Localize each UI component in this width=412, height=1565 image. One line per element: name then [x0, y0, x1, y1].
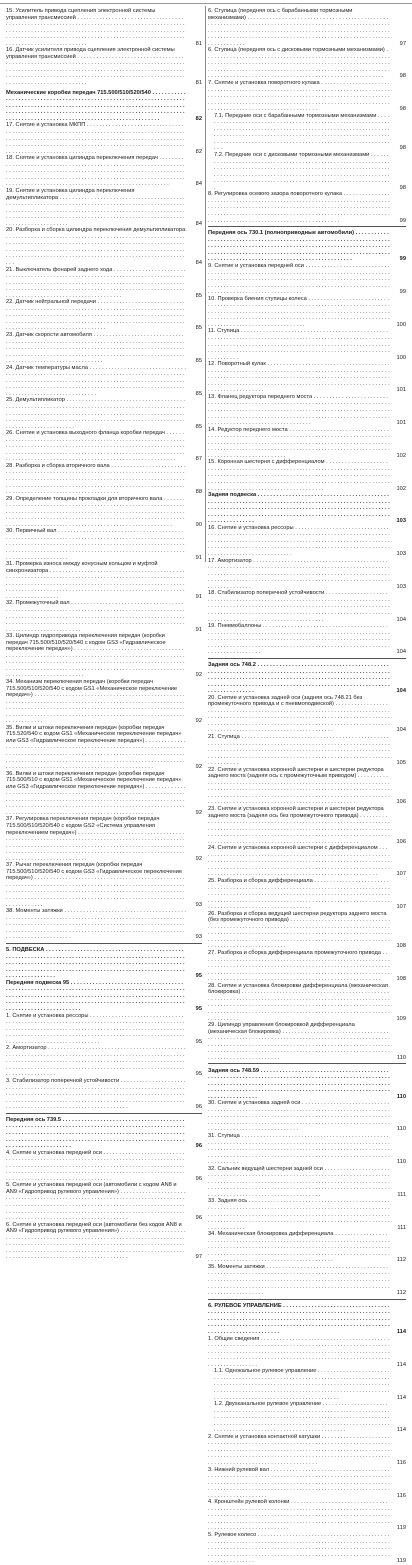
- toc-entry-page: 87: [195, 456, 202, 463]
- toc-entry-page: 99: [399, 217, 406, 224]
- toc-entry[interactable]: [208, 1434, 406, 1467]
- toc-entry-page: 97: [399, 40, 406, 47]
- toc-entry[interactable]: [208, 152, 406, 191]
- toc-entry-page: 119: [396, 1525, 406, 1532]
- toc-entry[interactable]: [208, 394, 406, 427]
- toc-entry-page: 98: [399, 145, 406, 152]
- toc-entry[interactable]: [6, 725, 202, 771]
- toc-entry-title: 28. Снятие и установка блокировки дифференциала (механическая блокировка) . . .: [208, 983, 406, 1022]
- toc-entry[interactable]: [208, 911, 406, 950]
- toc-entry-title: 18. Стабилизатор поперечной устойчивости . . .: [208, 590, 406, 623]
- toc-section-heading[interactable]: [6, 947, 202, 980]
- toc-entry[interactable]: [208, 878, 406, 911]
- toc-entry-page: 92: [195, 764, 202, 771]
- toc-entry-title: 2. Снятие и установка контактной катушки . . .: [208, 1434, 406, 1467]
- toc-entry[interactable]: [208, 1100, 406, 1133]
- toc-entry[interactable]: [6, 1222, 202, 1261]
- toc-entry[interactable]: [208, 845, 406, 878]
- toc-entry[interactable]: [6, 1078, 202, 1111]
- toc-entry[interactable]: [6, 8, 202, 47]
- toc-entry-title: 25. Разборка и сборка дифференциала . . .: [208, 878, 406, 911]
- toc-entry[interactable]: [6, 528, 202, 561]
- toc-entry[interactable]: [6, 463, 202, 496]
- toc-entry-page: 81: [195, 80, 202, 87]
- toc-entry-page: 108: [396, 976, 406, 983]
- toc-entry-page: 85: [195, 423, 202, 430]
- toc-entry[interactable]: [6, 1182, 202, 1221]
- toc-entry-title: 11. Ступица . . .: [208, 328, 406, 361]
- toc-entry-title: 1. Снятие и установка рессоры . . .: [6, 1013, 202, 1046]
- toc-entry[interactable]: [208, 767, 406, 806]
- toc-entry[interactable]: [6, 299, 202, 332]
- toc-entry-title: 16. Датчик усилителя привода сцепления электронной системы управления трансмиссией . . .: [6, 47, 202, 86]
- toc-entry-title: 10. Проверка биения ступицы колеса . . .: [208, 296, 406, 329]
- toc-entry[interactable]: [208, 806, 406, 845]
- toc-entry[interactable]: [6, 1150, 202, 1183]
- toc-entry-page: 88: [195, 489, 202, 496]
- toc-entry[interactable]: [208, 1401, 406, 1434]
- toc-entry-page: 102: [396, 452, 406, 459]
- toc-entry-page: 103: [396, 518, 406, 525]
- toc-section-heading[interactable]: [208, 1303, 406, 1336]
- toc-entry-title: 27. Разборка и сборка дифференциала промежуточного привода . . .: [208, 950, 406, 983]
- toc-entry-page: 105: [396, 760, 406, 767]
- toc-entry[interactable]: [208, 590, 406, 623]
- toc-entry-title: 31. Ступица . . .: [208, 1133, 406, 1166]
- toc-entry-page: 101: [396, 387, 406, 394]
- toc-entry-title: 12. Поворотный кулак . . .: [208, 361, 406, 394]
- toc-entry-title: 1.2. Двухканальное рулевое управление . . .: [214, 1401, 406, 1434]
- toc-entry-title: 20. Снятие и установка задней оси (задняя ось 748.21 без промежуточного привода и с пневмоподвеской) . . .: [208, 695, 406, 734]
- toc-entry[interactable]: [6, 496, 202, 529]
- toc-entry-page: 110: [396, 1093, 406, 1100]
- toc-entry-page: 116: [396, 1492, 406, 1499]
- toc-entry[interactable]: [6, 679, 202, 725]
- toc-entry-title: 24. Снятие и установка коронной шестерни с дифференциалом . . .: [208, 845, 406, 878]
- toc-entry-title: 4. Кронштейн рулевой колонки . . .: [208, 1499, 406, 1532]
- toc-entry-title: 17. Амортизатор . . .: [208, 558, 406, 591]
- toc-entry-page: 104: [396, 688, 406, 695]
- toc-entry-page: 93: [195, 934, 202, 941]
- toc-entry-page: 104: [396, 649, 406, 656]
- toc-entry[interactable]: [208, 623, 406, 656]
- toc-entry-title: Задняя ось 748.59 . . .: [208, 1068, 406, 1101]
- toc-entry-page: 103: [396, 583, 406, 590]
- toc-entry-title: 22. Датчик нейтральной передачи . . .: [6, 299, 202, 332]
- toc-entry-page: 100: [396, 321, 406, 328]
- toc-entry[interactable]: [208, 427, 406, 460]
- toc-entry-page: 119: [396, 1558, 406, 1565]
- toc-entry[interactable]: [208, 8, 406, 47]
- toc-entry-title: 6. Снятие и установка передней оси (автомобили без кодов AN8 и AN9 «Гидропривод рулевого управления») . . .: [6, 1222, 202, 1261]
- toc-entry-page: 100: [396, 354, 406, 361]
- toc-entry-title: 22. Снятие и установка коронной шестерни и шестерни редуктора заднего моста (задняя ось с промежуточным приводом) . . .: [208, 767, 406, 806]
- toc-entry-title: 17. Снятие и установка МКПП . . .: [6, 122, 202, 155]
- toc-entry-page: 85: [195, 325, 202, 332]
- toc-entry-page: 91: [195, 593, 202, 600]
- toc-entry[interactable]: [208, 558, 406, 591]
- toc-entry[interactable]: [6, 267, 202, 300]
- toc-entry-page: 95: [195, 1005, 202, 1012]
- toc-entry-title: 1. Общие сведения . . .: [208, 1336, 406, 1369]
- toc-entry-title: 4. Снятие и установка передней оси . . .: [6, 1150, 202, 1183]
- toc-entry[interactable]: [208, 296, 406, 329]
- toc-entry-page: 85: [195, 390, 202, 397]
- toc-entry-title: 23. Датчик скорости автомобиля . . .: [6, 332, 202, 365]
- toc-entry[interactable]: [208, 983, 406, 1022]
- toc-entry-page: 109: [396, 1015, 406, 1022]
- toc-entry-page: 82: [195, 148, 202, 155]
- toc-entry-page: 92: [195, 809, 202, 816]
- toc-entry-page: 91: [195, 626, 202, 633]
- toc-entry-page: 96: [195, 1175, 202, 1182]
- toc-entry-title: 13. Фланец редуктора переднего моста . . .: [208, 394, 406, 427]
- toc-entry-page: 96: [195, 1143, 202, 1150]
- toc-entry[interactable]: [208, 263, 406, 296]
- section-separator: [208, 1063, 406, 1064]
- section-separator: [6, 943, 202, 944]
- toc-entry-page: 101: [396, 420, 406, 427]
- toc-entry-page: 97: [195, 1254, 202, 1261]
- toc-entry[interactable]: [208, 1336, 406, 1369]
- toc-entry[interactable]: [208, 1467, 406, 1500]
- toc-entry-title: 34. Механическая блокировка дифференциала . . .: [208, 1231, 406, 1264]
- toc-entry-title: 31. Промерка износа между конусным кольцом и муфтой синхронизатора . . .: [6, 561, 202, 600]
- toc-entry[interactable]: [208, 1368, 406, 1401]
- toc-entry-page: 114: [396, 1394, 406, 1401]
- toc-entry-page: 92: [195, 855, 202, 862]
- toc-entry[interactable]: [208, 1022, 406, 1061]
- toc-entry-title: 9. Снятие и установка передней оси . . .: [208, 263, 406, 296]
- toc-entry-title: 37. Регулировка переключения передач (коробки передач 715.500/510/520/540 с кодом GS2 «Система управления переключением передач») . . .: [6, 816, 202, 862]
- toc-entry-title: 2. Амортизатор . . .: [6, 1045, 202, 1078]
- toc-entry[interactable]: [208, 695, 406, 734]
- section-separator: [6, 1113, 202, 1114]
- toc-section-heading[interactable]: [208, 1068, 406, 1101]
- toc-entry[interactable]: [208, 1133, 406, 1166]
- toc-entry-title: 26. Снятие и установка выходного фланца коробки передач . . .: [6, 430, 202, 463]
- toc-entry-title: 33. Задняя ось . . .: [208, 1198, 406, 1231]
- toc-entry[interactable]: [6, 633, 202, 679]
- toc-entry-title: 26. Разборка и сборка ведущей шестерни редуктора заднего моста (без промежуточного привода) . . .: [208, 911, 406, 950]
- toc-entry-page: 110: [396, 1054, 406, 1061]
- toc-entry-page: 96: [195, 1104, 202, 1111]
- toc-entry[interactable]: [208, 1532, 406, 1565]
- toc-entry-page: 102: [396, 485, 406, 492]
- toc-entry[interactable]: [6, 188, 202, 227]
- toc-entry[interactable]: [208, 191, 406, 224]
- toc-entry-page: 84: [195, 259, 202, 266]
- toc-entry-page: 98: [399, 184, 406, 191]
- toc-entry-title: 36. Вилки и штоки переключения передач (коробки передач 715.500/510 с кодом GS1 «Механическое переключение передач» или GS3 «Гидравлическое переключение передач») . . .: [6, 771, 202, 817]
- toc-entry-title: 21. Выключатель фонарей заднего хода . . .: [6, 267, 202, 300]
- toc-entry-title: 38. Моменты затяжки . . .: [6, 908, 202, 941]
- toc-entry-page: 116: [396, 1459, 406, 1466]
- toc-entry-page: 90: [195, 521, 202, 528]
- toc-entry-title: 15. Усилитель привода сцепления электронной системы управления трансмиссией . . .: [6, 8, 202, 47]
- toc-entry[interactable]: [208, 525, 406, 558]
- toc-entry-page: 82: [195, 115, 202, 122]
- toc-entry-title: 15. Коронная шестерня с дифференциалом . . .: [208, 459, 406, 492]
- toc-entry-page: 92: [195, 672, 202, 679]
- toc-entry-page: 104: [396, 616, 406, 623]
- toc-entry-page: 114: [396, 1427, 406, 1434]
- toc-entry[interactable]: [6, 47, 202, 86]
- toc-entry[interactable]: [6, 908, 202, 941]
- toc-entry[interactable]: [208, 328, 406, 361]
- toc-entry-page: 93: [195, 901, 202, 908]
- toc-entry-page: 96: [195, 1215, 202, 1222]
- toc-entry[interactable]: [6, 397, 202, 430]
- toc-entry-title: 7.2. Передние оси с дисковыми тормозными механизмами . . .: [214, 152, 406, 191]
- toc-entry-page: 104: [396, 727, 406, 734]
- toc-entry-page: 112: [396, 1257, 406, 1264]
- toc-entry-page: 110: [396, 1126, 406, 1133]
- toc-entry-page: 110: [396, 1159, 406, 1166]
- toc-entry-title: Задняя подвеска . . .: [208, 492, 406, 525]
- toc-entry-title: 7. Снятие и установка поворотного кулака . . .: [208, 80, 406, 113]
- toc-entry-page: 84: [195, 181, 202, 188]
- toc-entry-title: 35. Моменты затяжки . . .: [208, 1264, 406, 1297]
- toc-entry[interactable]: [6, 561, 202, 600]
- toc-entry-title: Передняя ось 739.5 . . .: [6, 1117, 202, 1150]
- toc-entry[interactable]: [208, 80, 406, 113]
- toc-entry[interactable]: [208, 734, 406, 767]
- toc-entry-page: 85: [195, 292, 202, 299]
- toc-section-heading[interactable]: [208, 230, 406, 263]
- toc-entry-title: 3. Стабилизатор поперечной устойчивости . . .: [6, 1078, 202, 1111]
- toc-entry-title: 7.1. Передние оси с барабанными тормозными механизмами . . .: [214, 113, 406, 152]
- toc-entry-page: 114: [396, 1361, 406, 1368]
- toc-entry-title: 35. Вилки и штоки переключения передач (коробки передач 715.520/540 с кодом GS1 «Механическое переключение передач» или GS3 «Гидравлическое переключение передач») . . .: [6, 725, 202, 771]
- toc-entry[interactable]: [208, 950, 406, 983]
- toc-entry-title: 6. Ступица (передняя ось с барабанными тормозными механизмами) . . .: [208, 8, 406, 47]
- toc-entry[interactable]: [208, 1231, 406, 1264]
- toc-entry-page: 84: [195, 220, 202, 227]
- toc-entry-page: 107: [396, 871, 406, 878]
- toc-entry-page: 99: [399, 289, 406, 296]
- toc-entry-title: 25. Демультипликатор . . .: [6, 397, 202, 430]
- toc-entry-title: 33. Цилиндр гидропривода переключения передач (коробки передач 715.500/510/520/540 с кодом GS3 «Гидравлическое переключение передач») . . .: [6, 633, 202, 679]
- toc-entry-title: 21. Ступица . . .: [208, 734, 406, 767]
- toc-entry[interactable]: [6, 1045, 202, 1078]
- toc-entry[interactable]: [208, 1499, 406, 1532]
- toc-entry-page: 111: [397, 1224, 406, 1231]
- toc-entry-title: 18. Снятие и установка цилиндра переключения передач . . .: [6, 155, 202, 188]
- toc-entry-title: 19. Снятие и установка цилиндра переключения демультипликатора . . .: [6, 188, 202, 227]
- toc-entry[interactable]: [208, 361, 406, 394]
- toc-entry-page: 91: [195, 554, 202, 561]
- toc-entry[interactable]: [208, 1166, 406, 1199]
- toc-entry[interactable]: [6, 771, 202, 817]
- toc-entry-title: 1.1. Однокальное рулевое управление . . .: [214, 1368, 406, 1401]
- toc-entry-title: Механические коробки передач 715.500/510/520/540 . . .: [6, 90, 202, 123]
- toc-entry[interactable]: [208, 459, 406, 492]
- toc-entry-page: 108: [396, 943, 406, 950]
- toc-entry-title: 5. ПОДВЕСКА . . .: [6, 947, 202, 980]
- toc-entry[interactable]: [6, 155, 202, 188]
- toc-section-heading[interactable]: [6, 90, 202, 123]
- toc-entry-title: 37. Рычаг переключения передач (коробки передач 715.500/510/520/540 с кодом GS3 «Гидравлическое переключение передач») . . .: [6, 862, 202, 908]
- toc-entry[interactable]: [6, 122, 202, 155]
- toc-section-heading[interactable]: [6, 1117, 202, 1150]
- toc-entry[interactable]: [6, 816, 202, 862]
- toc-entry-page: 81: [195, 40, 202, 47]
- section-separator: [208, 1299, 406, 1300]
- section-separator: [208, 658, 406, 659]
- toc-entry-title: 5. Рулевое колесо . . .: [208, 1532, 406, 1565]
- toc-entry-title: 8. Регулировка осевого зазора поворотного кулака . . .: [208, 191, 406, 224]
- toc-entry-page: 111: [397, 1191, 406, 1198]
- section-separator: [208, 226, 406, 227]
- toc-entry-title: Передняя ось 730.1 (полноприводные автомобили) . . .: [208, 230, 406, 263]
- top-rule: [0, 3, 412, 4]
- toc-entry[interactable]: [6, 1013, 202, 1046]
- toc-entry-page: 98: [399, 73, 406, 80]
- toc-entry-page: 95: [195, 1071, 202, 1078]
- toc-entry[interactable]: [6, 365, 202, 398]
- column-divider: [205, 6, 206, 562]
- toc-entry-title: 24. Датчик температуры масла . . .: [6, 365, 202, 398]
- toc-entry-title: 32. Промежуточный вал . . .: [6, 600, 202, 633]
- toc-entry-title: 14. Редуктор переднего моста . . .: [208, 427, 406, 460]
- toc-entry-title: 5. Снятие и установка передней оси (автомобили с кодом AN8 и AN9 «Гидропривод рулевого управления») . . .: [6, 1182, 202, 1221]
- toc-entry-title: 29. Цилиндр управления блокировкой дифференциала (механическая блокировка) . . .: [208, 1022, 406, 1061]
- toc-entry-title: 32. Сальник ведущей шестерни задней оси . . .: [208, 1166, 406, 1199]
- toc-entry[interactable]: [6, 332, 202, 365]
- toc-entry[interactable]: [6, 600, 202, 633]
- toc-entry-page: 112: [396, 1290, 406, 1297]
- toc-entry[interactable]: [6, 430, 202, 463]
- toc-entry-page: 107: [396, 904, 406, 911]
- toc-entry-title: 29. Определение толщины прокладки для вторичного вала . . .: [6, 496, 202, 529]
- toc-left-column: [6, 8, 202, 1261]
- toc-entry-title: Задняя ось 748.2 . . .: [208, 662, 406, 695]
- toc-entry-page: 98: [399, 106, 406, 113]
- toc-entry[interactable]: [6, 227, 202, 266]
- toc-entry[interactable]: [208, 47, 406, 80]
- toc-entry[interactable]: [208, 113, 406, 152]
- toc-entry[interactable]: [208, 1198, 406, 1231]
- toc-entry-title: 23. Снятие и установка коронной шестерни и шестерни редуктора заднего моста (задняя ось без промежуточного привода) . . .: [208, 806, 406, 845]
- toc-entry-page: 114: [396, 1329, 406, 1336]
- toc-entry-page: 106: [396, 838, 406, 845]
- toc-entry-title: 28. Разборка и сборка вторичного вала . . .: [6, 463, 202, 496]
- toc-entry-title: 16. Снятие и установка рессоры . . .: [208, 525, 406, 558]
- toc-entry-page: 92: [195, 718, 202, 725]
- toc-entry-page: 99: [399, 256, 406, 263]
- toc-section-heading[interactable]: [6, 980, 202, 1013]
- toc-entry-title: 20. Разборка и сборка цилиндра переключения демультипликатора . . .: [6, 227, 202, 266]
- toc-entry-page: 85: [195, 358, 202, 365]
- toc-entry-page: 95: [195, 973, 202, 980]
- toc-entry[interactable]: [208, 1264, 406, 1297]
- toc-entry-title: 34. Механизм переключения передач (коробки передач 715.500/510/520/540 с кодом GS1 «Механическое переключение передач») . . .: [6, 679, 202, 725]
- toc-section-heading[interactable]: [208, 662, 406, 695]
- toc-entry-title: Передняя подвеска 95 . . .: [6, 980, 202, 1013]
- toc-entry-title: 6. Ступица (передняя ось с дисковыми тормозными механизмами) . . .: [208, 47, 406, 80]
- toc-entry-title: 30. Снятие и установка задней оси . . .: [208, 1100, 406, 1133]
- toc-entry-page: 106: [396, 799, 406, 806]
- toc-entry-title: 3. Нижний рулевой вал . . .: [208, 1467, 406, 1500]
- toc-entry-title: 30. Первичный вал . . .: [6, 528, 202, 561]
- toc-entry-title: 6. РУЛЕВОЕ УПРАВЛЕНИЕ . . .: [208, 1303, 406, 1336]
- toc-entry-title: 19. Пневмобаллоны . . .: [208, 623, 406, 656]
- toc-section-heading[interactable]: [208, 492, 406, 525]
- toc-right-column: [208, 8, 406, 1565]
- toc-entry-page: 103: [396, 551, 406, 558]
- toc-entry-page: 95: [195, 1038, 202, 1045]
- toc-entry[interactable]: [6, 862, 202, 908]
